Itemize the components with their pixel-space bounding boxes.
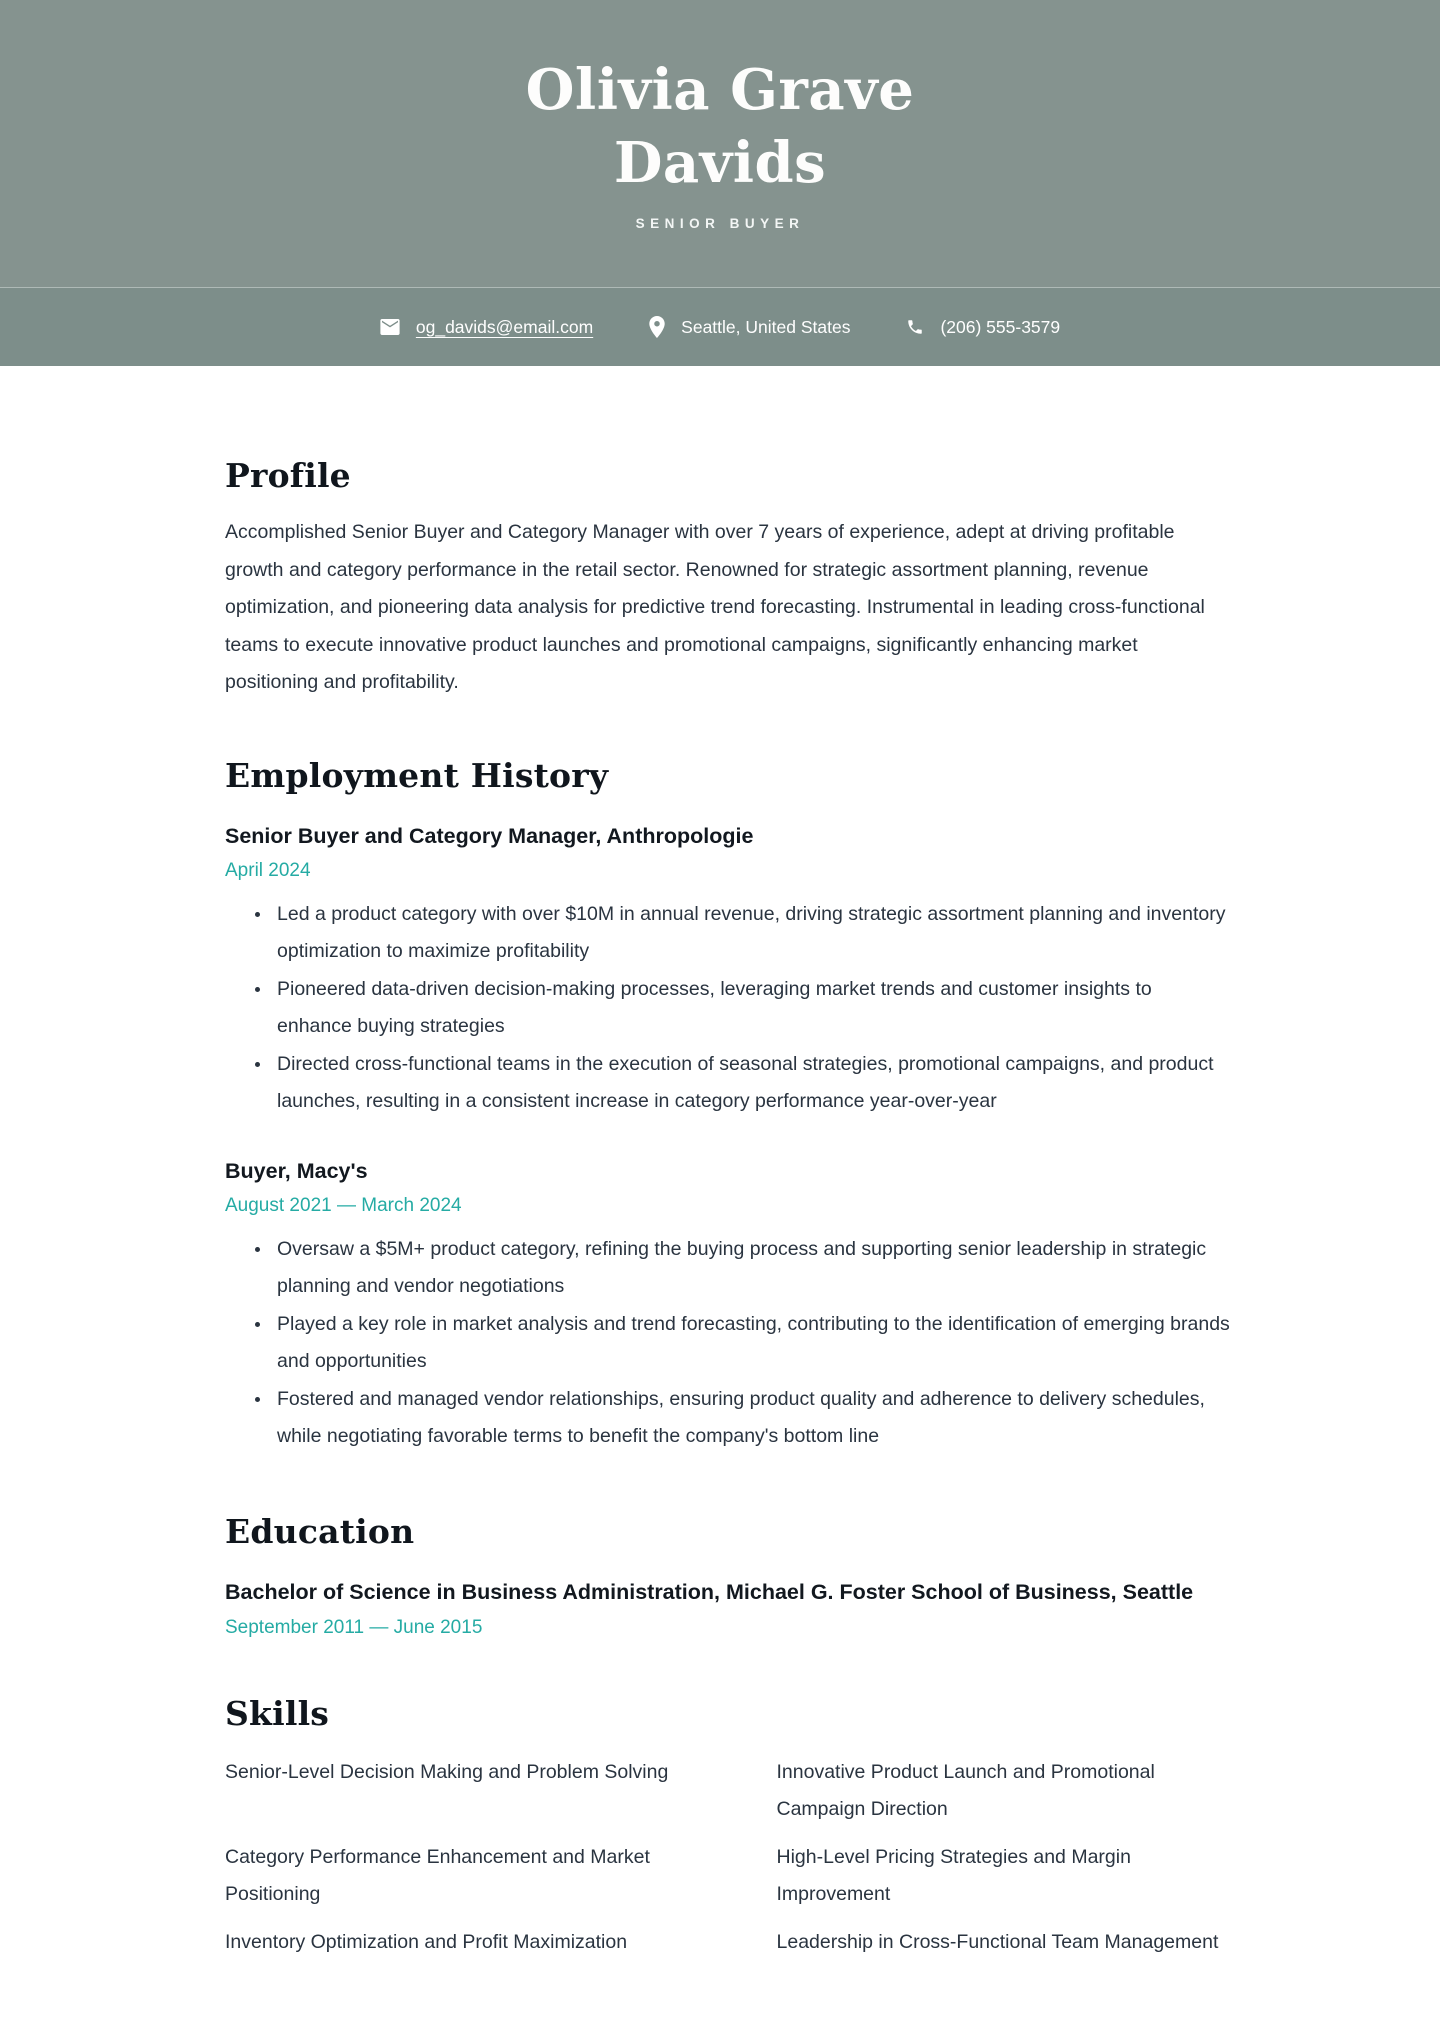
- job-bullet-list: [225, 896, 1230, 1121]
- candidate-name-line1: Olivia Grave: [525, 57, 915, 123]
- skill-item: Inventory Optimization and Profit Maximization: [225, 1930, 628, 1953]
- job-bullet: Pioneered data-driven decision-making processes, leveraging market trends and customer insights to enhance buying strategies: [225, 971, 1230, 1046]
- job-date: April 2024: [225, 859, 311, 881]
- education-heading: Education: [225, 1511, 415, 1551]
- job-date: August 2021 — March 2024: [225, 1194, 462, 1216]
- location-pin-icon: [649, 316, 665, 338]
- job-title: Buyer, Macy's: [225, 1158, 368, 1183]
- section-employment-history: [225, 756, 1230, 1456]
- contact-location: [649, 316, 850, 338]
- phone-text: (206) 555-3579: [940, 316, 1061, 337]
- contact-bar: [0, 287, 1440, 366]
- resume-body: [0, 366, 1440, 1961]
- employment-heading: Employment History: [225, 755, 609, 795]
- candidate-name-line2: Davids: [613, 130, 827, 196]
- job-entry: [225, 1157, 1230, 1456]
- resume-header: [0, 0, 1440, 287]
- job-bullet: Fostered and managed vendor relationships, ensuring product quality and adherence to delivery schedules, while negotiating favorable terms to benefit the company's bottom line: [225, 1381, 1230, 1456]
- skills-heading: Skills: [225, 1693, 330, 1733]
- email-link[interactable]: og_davids@email.com: [415, 316, 594, 337]
- section-skills: [225, 1694, 1230, 1962]
- job-title: Senior Buyer and Category Manager, Anthropologie: [225, 823, 754, 848]
- skill-item: Leadership in Cross-Functional Team Management: [776, 1930, 1219, 1953]
- contact-phone: [906, 317, 1060, 338]
- section-education: [225, 1512, 1230, 1640]
- job-bullet: Directed cross-functional teams in the execution of seasonal strategies, promotional campaigns, and product launches, resulting in a consistent increase in category performance year-over-year: [225, 1046, 1230, 1121]
- section-profile: [225, 456, 1230, 702]
- skill-item: High-Level Pricing Strategies and Margin Improvement: [776, 1845, 1131, 1905]
- candidate-name: [0, 0, 1440, 200]
- phone-icon: [906, 318, 924, 336]
- job-bullet: Led a product category with over $10M in annual revenue, driving strategic assortment planning and inventory optimization to maximize profitability: [225, 896, 1230, 971]
- location-text: Seattle, United States: [681, 316, 851, 337]
- skill-item: Senior-Level Decision Making and Problem Solving: [225, 1760, 669, 1783]
- skills-grid: [225, 1754, 1230, 1962]
- education-date: September 2011 — June 2015: [225, 1616, 483, 1638]
- job-bullet-list: [225, 1231, 1230, 1456]
- job-bullet: Played a key role in market analysis and trend forecasting, contributing to the identification of emerging brands and opportunities: [225, 1306, 1230, 1381]
- contact-email: [380, 317, 593, 338]
- job-bullet: Oversaw a $5M+ product category, refining the buying process and supporting senior leadership in strategic planning and vendor negotiations: [225, 1231, 1230, 1306]
- job-entry: [225, 822, 1230, 1121]
- job-headline: SENIOR BUYER: [635, 216, 805, 231]
- profile-text: Accomplished Senior Buyer and Category Manager with over 7 years of experience, adept at driving profitable growth and category performance in the retail sector. Renowned for strategic assortment planning, revenue optimization, and pioneering data analysis for predictive trend forecasting. Instrumental in leading cross-functional teams to execute innovative product launches and promotional campaigns, significantly enhancing market positioning and profitability.: [225, 521, 1205, 693]
- education-degree: Bachelor of Science in Business Administration, Michael G. Foster School of Business, Seattle: [225, 1579, 1194, 1604]
- profile-heading: Profile: [225, 456, 351, 495]
- skill-item: Innovative Product Launch and Promotional Campaign Direction: [776, 1760, 1155, 1820]
- skill-item: Category Performance Enhancement and Market Positioning: [225, 1845, 650, 1905]
- email-icon: [380, 319, 400, 335]
